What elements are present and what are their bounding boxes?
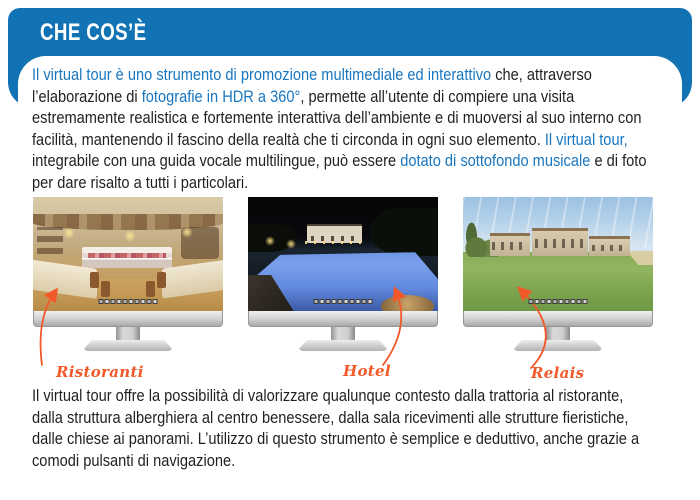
tour-navigation-toolbar[interactable] [99,299,158,304]
hotel-pool-panorama-image [248,197,438,311]
chair [101,281,110,297]
monitor-chin [248,311,438,327]
outro-paragraph: Il virtual tour offre la possibilità di valorizzare qualunque contesto dalla trattoria al ristorante, dalla struttura alberghiera al centro benessere, dalla sala ricevimenti alle strutture fieristiche, dalle chiese ai panorami. L’utilizzo di questo strumento è semplice e deduttivo, anche grazie a comodi pulsanti di navigazione. [32,386,640,470]
lamp-glow [181,226,193,238]
monitor-stand-neck [116,327,140,340]
monitor-bezel [248,197,438,311]
relais-buildings [490,231,631,256]
window-lights [305,241,364,244]
monitor-stand-base [514,340,602,351]
monitor-bezel [463,197,653,311]
monitor-hotel [248,197,438,351]
night-hedge-right [370,208,438,256]
chair [146,281,155,297]
building-wing-left [490,233,531,257]
deli-counter [82,247,171,268]
label-hotel: Hotel [343,362,391,380]
wall-pictures [37,227,64,254]
restaurant-panorama-image [33,197,223,311]
intro-paragraph: Il virtual tour è uno strumento di promozione multimediale ed interattivo che, attraverso l’elaborazione di fotografie in HDR a 360°, permette all’utente di compiere una visita estremamente realistica e fortemente interattiva dell’ambiente e di muoversi al suo interno con facilità, mantenendo il fascino della realtà che ti circonda in ogni suo elemento. Il virtual tour, integrabile con una guida vocale multilingue, può essere dotato di sottofondo musicale e di foto per dare risalto a tutti i particolari. [32,65,647,192]
section-title: CHE COS’È [40,19,147,46]
monitor-stand-neck [546,327,570,340]
monitor-bezel [33,197,223,311]
monitor-stand-base [299,340,387,351]
label-relais: Relais [531,364,585,382]
building-wing-right [589,236,630,256]
monitor-relais [463,197,653,351]
building-main [532,228,588,256]
monitor-stand-neck [331,327,355,340]
label-ristoranti: Ristoranti [56,363,144,381]
chair [90,272,99,288]
monitor-stand-base [84,340,172,351]
lamp-glow [124,230,136,242]
lamp-glow [63,227,75,239]
monitor-ristoranti [33,197,223,351]
monitor-chin [33,311,223,327]
tour-navigation-toolbar[interactable] [314,299,373,304]
hot-tub [381,295,434,311]
garden-lamp-glow [286,239,296,249]
chair [157,272,166,288]
tour-navigation-toolbar[interactable] [529,299,588,304]
garden-lamp-glow [265,236,275,246]
relais-panorama-image [463,197,653,311]
monitor-chin [463,311,653,327]
